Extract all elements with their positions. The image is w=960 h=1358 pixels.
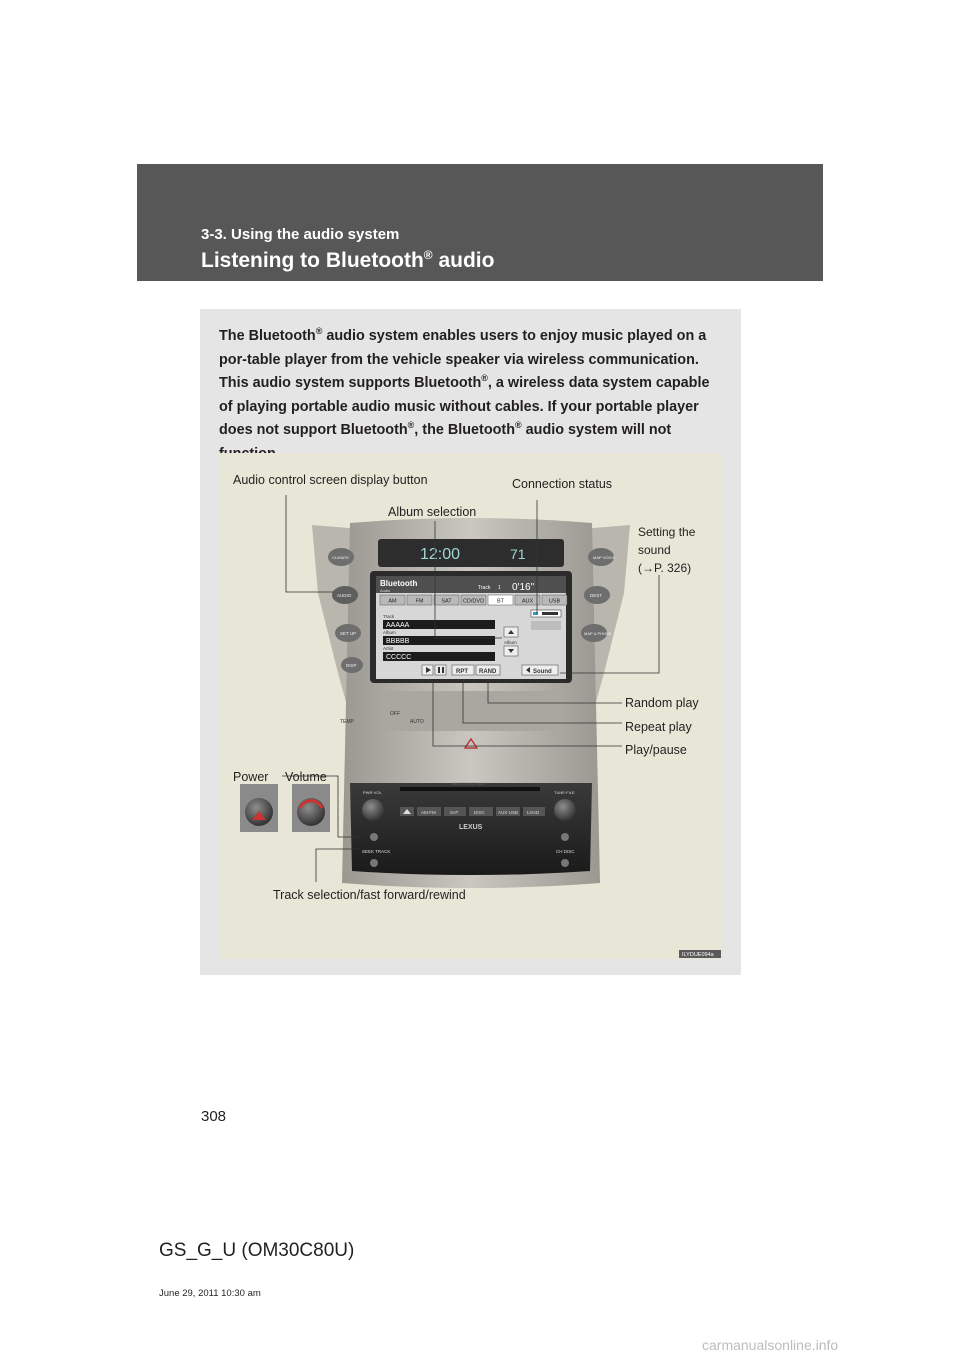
power-callout: Power [233, 770, 269, 784]
ch-disc-label: CH DISC [556, 849, 575, 854]
registered-mark: ® [315, 326, 323, 337]
registered-mark: ® [515, 420, 522, 431]
registered-mark: ® [481, 373, 488, 384]
track-label: Track [478, 585, 491, 591]
disp-button-label: DISP [346, 663, 357, 668]
seek-up-button[interactable] [370, 833, 378, 841]
am-fm-label: AM·FM [421, 810, 436, 815]
field-album-label: Album [383, 630, 396, 635]
source-tab-label: FM [415, 598, 424, 605]
audio-button-label: AUDIO [337, 593, 352, 598]
repeat-button-label: RPT [456, 669, 468, 675]
climate-auto-label: AUTO [410, 719, 424, 725]
source-tab-label: AM [388, 598, 397, 605]
volume-callout: Volume [285, 770, 327, 784]
ch-down-button[interactable] [561, 859, 569, 867]
track-number: 1 [498, 585, 501, 591]
temp-readout: 71 [510, 546, 526, 562]
power-volume-knob[interactable] [362, 799, 384, 821]
sound-button-label: Sound [533, 669, 552, 675]
load-label: LOAD [527, 810, 540, 815]
intro-text [219, 325, 724, 466]
registered-mark: ® [407, 420, 415, 431]
pause-icon [438, 667, 440, 673]
album-button-label: Album [504, 640, 517, 645]
pause-icon [442, 667, 444, 673]
field-track-label: Track [383, 614, 395, 619]
source-tab-label: USB [548, 598, 561, 605]
source-tab-label: CD/DVD [462, 598, 485, 605]
connection-status-callout: Connection status [512, 477, 613, 491]
audio-panel-diagram [220, 453, 722, 959]
audio-panel-illustration [220, 453, 722, 959]
field-artist-label: Artist [383, 646, 394, 651]
section-header [137, 164, 823, 281]
tune-file-knob[interactable] [554, 799, 576, 821]
page-number: 308 [201, 1108, 227, 1125]
artist-value: CCCCC [386, 654, 412, 661]
climate-strip [380, 691, 562, 731]
source-tab-label: AUX [521, 598, 534, 605]
sat-label: SAT [450, 810, 459, 815]
footer-date: June 29, 2011 10:30 am [159, 1288, 261, 1299]
top-display [378, 539, 564, 567]
map-voice-button-label: MAP VOICE [593, 555, 616, 560]
battery-icon [542, 612, 558, 615]
disabled-button [531, 621, 561, 630]
pwr-vol-label: PWR·VOL [363, 790, 382, 795]
intro-fragment: This audio system supports Bluetooth [219, 375, 482, 391]
screen-title: Bluetooth [380, 579, 418, 588]
random-button-label: RAND [479, 669, 497, 675]
footer-code: GS_G_U (OM30C80U) [159, 1240, 355, 1261]
climate-button-label: CLIMATE [332, 555, 350, 560]
climate-off-label: OFF [390, 711, 400, 717]
title-text-end: audio [432, 249, 495, 272]
intro-fragment: The Bluetooth [219, 328, 316, 344]
intro-fragment: , the Bluetooth [414, 422, 516, 438]
dest-button-label: DEST [590, 593, 603, 598]
setting-sound-callout: (→P. 326) [638, 561, 692, 575]
random-play-callout: Random play [625, 696, 699, 710]
album-selection-callout: Album selection [388, 505, 477, 519]
source-tab-label: SAT [441, 598, 452, 605]
intro-fragment: audio system will not [525, 422, 672, 438]
image-code: ILYDUE094a [682, 952, 714, 958]
track-selection-callout: Track selection/fast forward/rewind [273, 888, 466, 902]
multi-disc-label: MULTI-DISC PLAY [452, 781, 486, 786]
source-tab-label: BT [496, 598, 505, 605]
audio-button-callout: Audio control screen display button [233, 473, 428, 487]
clock-readout: 12:00 [420, 546, 461, 563]
source-tabs [380, 595, 567, 605]
track-value: AAAAA [386, 622, 410, 629]
pause-button[interactable] [435, 665, 446, 675]
registered-mark: ® [423, 248, 433, 262]
setting-sound-callout: sound [638, 543, 671, 557]
title-text: Listening to Bluetooth [201, 249, 424, 272]
watermark: carmanualsonline.info [702, 1337, 839, 1353]
ch-up-button[interactable] [561, 833, 569, 841]
intro-fragment: , a wireless data system capable of playing portable audio music without cables. If your portable player does not support Bluetooth [219, 375, 710, 438]
aux-usb-label: AUX·USB [498, 810, 519, 815]
brand-logo: LEXUS [459, 824, 483, 831]
album-value: BBBBB [386, 638, 410, 645]
repeat-play-callout: Repeat play [625, 720, 692, 734]
tune-file-label: TUNE·FILE [554, 790, 575, 795]
disc-label: DISC [474, 810, 485, 815]
intro-fragment: audio system enables users to enjoy music played on a por-table player from the vehicle speaker via wireless communication. [219, 328, 707, 368]
temp-left-label: TEMP [340, 719, 354, 725]
seek-down-button[interactable] [370, 859, 378, 867]
play-pause-callout: Play/pause [625, 743, 687, 757]
page-title [201, 249, 494, 273]
cd-slot [400, 787, 540, 791]
map-phone-button-label: MAP & PHONE [584, 631, 612, 636]
elapsed-time: 0'16" [512, 582, 535, 593]
setting-sound-callout: Setting the [638, 525, 696, 539]
section-label: 3-3. Using the audio system [201, 226, 400, 243]
seek-track-label: SEEK TRACK [362, 849, 391, 854]
screen-subtitle: Audio [380, 588, 391, 593]
setup-button-label: SET UP [340, 631, 357, 636]
